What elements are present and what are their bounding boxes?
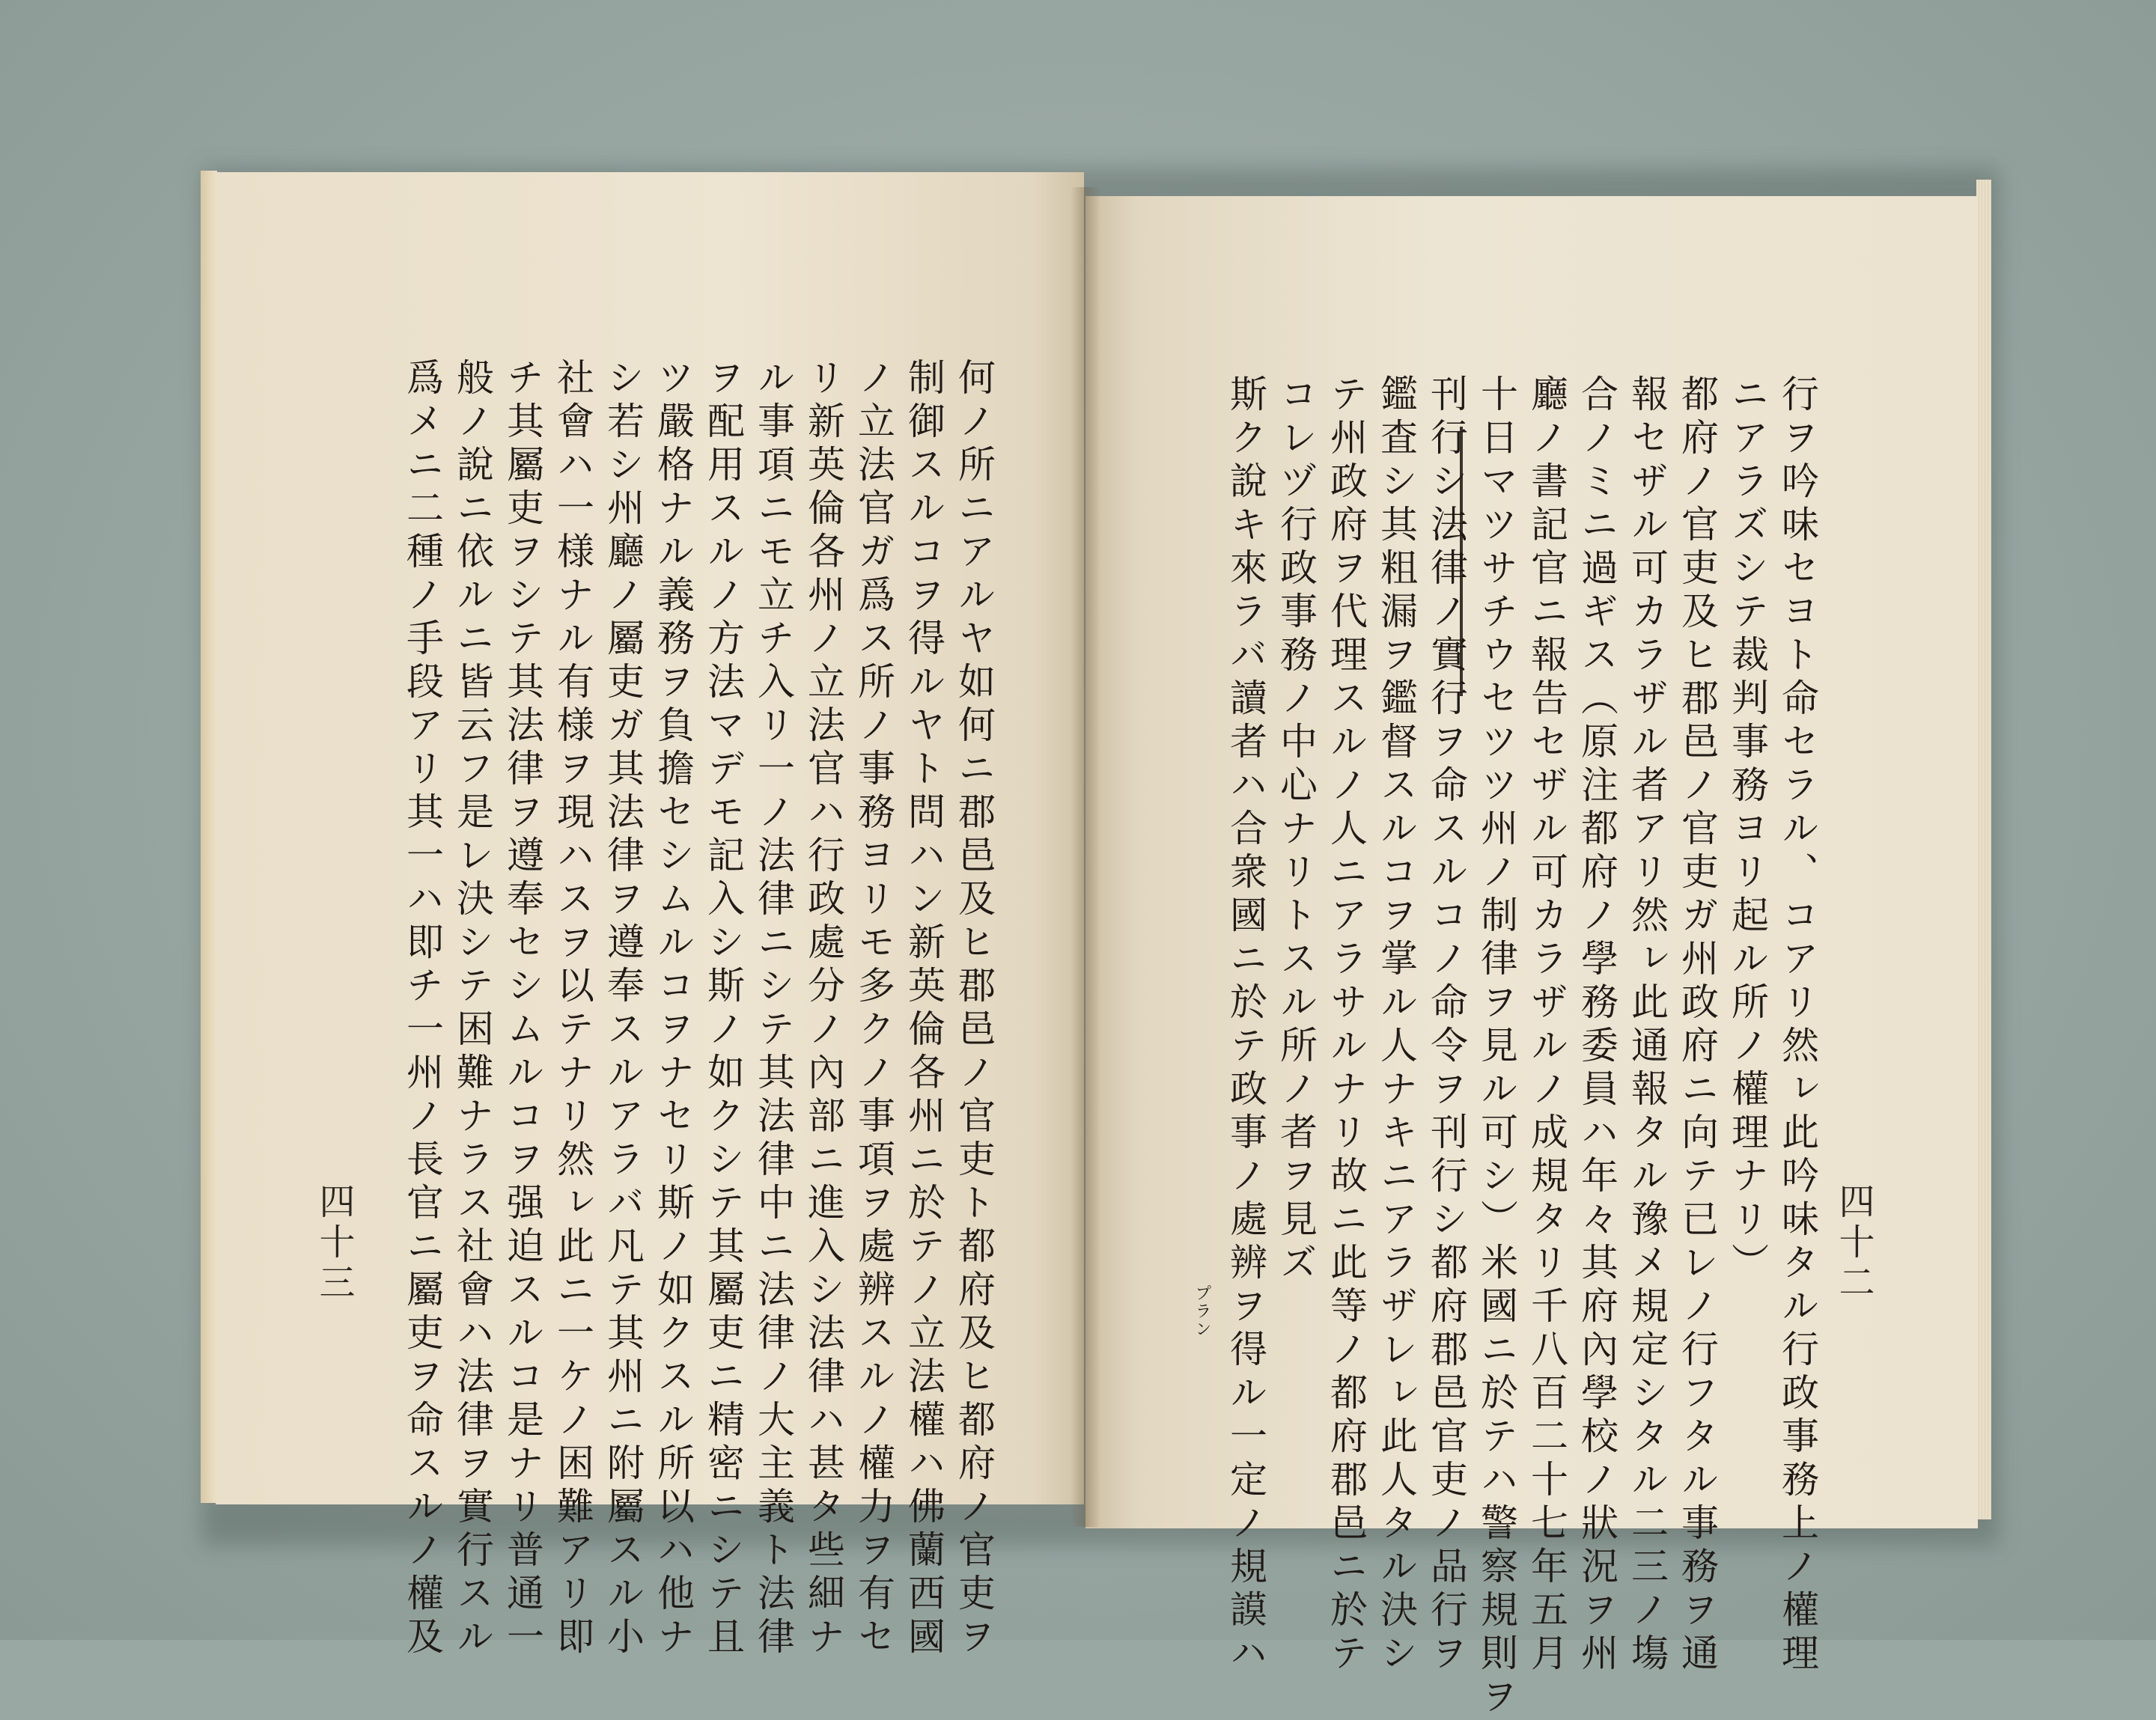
right-column-5: 合ノミニ過ギス（原注都府ノ學務委員ハ年々其府內學校ノ狀況ヲ州: [1575, 374, 1618, 1677]
right-column-2: ニアラズシテ裁判事務ヨリ起ル所ノ權理ナリ）: [1726, 374, 1769, 1286]
right-column-10: テ州政府ヲ代理スルノ人ニアラサルナリ故ニ此等ノ都府郡邑ニ於テ: [1324, 374, 1368, 1677]
left-column-7: ツ嚴格ナル義務ヲ負擔セシムルコヲナセリ斯ノ如クスル所以ハ他ナ: [651, 358, 695, 1660]
right-column-7: 十日マツサチウセツツ州ノ制律ヲ見ル可シ）米國ニ於テハ警察規則ヲ: [1475, 374, 1518, 1720]
left-column-5: ル事項ニモ立チ入リ一ノ法律ニシテ其法律中ニ法律ノ大主義ト法律: [752, 358, 795, 1660]
right-column-8: 刊行シ法律ノ實行ヲ命スルコノ命令ヲ刊行シ都府郡邑官吏ノ品行ヲ: [1425, 374, 1468, 1677]
right-column-9: 鑑査シ其粗漏ヲ鑑督スルコヲ掌ル人ナキニアラザレㇾ此人タル決シ: [1374, 374, 1418, 1677]
left-column-11: 般ノ說ニ依ルニ皆云フ是レ決シテ困難ナラス社會ハ法律ヲ實行スル: [451, 358, 494, 1660]
left-column-4: リ新英倫各州ノ立法官ハ行政處分ノ內部ニ進入シ法律ハ甚タ些細ナ: [802, 358, 845, 1660]
left-column-2: 制御スルコヲ得ルヤト問ハン新英倫各州ニ於テノ立法權ハ佛蘭西國: [902, 358, 945, 1660]
left-column-6: ヲ配用スルノ方法マデモ記入シ斯ノ如クシテ其屬吏ニ精密ニシテ且: [701, 358, 745, 1660]
right-page-number: 四十二: [1833, 1183, 1875, 1304]
page-stack-edge-right: [1976, 180, 1991, 1519]
left-column-8: シ若シ州廳ノ屬吏ガ其法律ヲ遵奉スルアラバ凡テ其州ニ附屬スル小: [601, 358, 645, 1660]
right-column-1: 行ヲ吟味セヨト命セラル、コアリ然ㇾ此吟味タル行政事務上ノ權理: [1776, 374, 1819, 1677]
ruby-annotation: プラン: [1193, 1284, 1211, 1338]
left-column-1: 何ノ所ニアルヤ如何ニ郡邑及ヒ郡邑ノ官吏ト都府及ヒ都府ノ官吏ヲ: [952, 358, 996, 1660]
left-page-number: 四十三: [313, 1183, 355, 1304]
left-column-3: ノ立法官ガ爲ス所ノ事務ヨリモ多クノ事項ヲ處辨スルノ權力ヲ有セ: [852, 358, 895, 1660]
right-column-3: 都府ノ官吏及ヒ郡邑ノ官吏ガ州政府ニ向テ已レノ行フタル事務ヲ通: [1675, 374, 1719, 1677]
book-gutter: [1071, 187, 1100, 1527]
right-column-6: 廳ノ書記官ニ報告セザル可カラザルノ成規タリ千八百二十七年五月: [1525, 374, 1568, 1677]
left-column-12: 爲メニ二種ノ手段アリ其一ハ即チ一州ノ長官ニ屬吏ヲ命スルノ權及: [401, 358, 444, 1660]
right-column-4: 報セザル可カラザル者アリ然ㇾ此通報タル豫メ規定シタル二三ノ塲: [1625, 374, 1669, 1677]
left-column-10: チ其屬吏ヲシテ其法律ヲ遵奉セシムルコヲ强迫スルコ是ナリ普通一: [501, 358, 544, 1660]
right-column-12: 斯ク說キ來ラバ讀者ハ合衆國ニ於テ政事ノ處辨ヲ得ル一定ノ規謨ハ: [1224, 374, 1267, 1677]
right-column-11: コレヅ行政事務ノ中心ナリトスル所ノ者ヲ見ズ: [1274, 374, 1318, 1286]
left-column-9: 社會ハ一様ナル有様ヲ現ハスヲ以テナリ然ㇾ此ニ一ケノ困難アリ即: [551, 358, 594, 1660]
book-cover-edge-left: [201, 171, 217, 1503]
